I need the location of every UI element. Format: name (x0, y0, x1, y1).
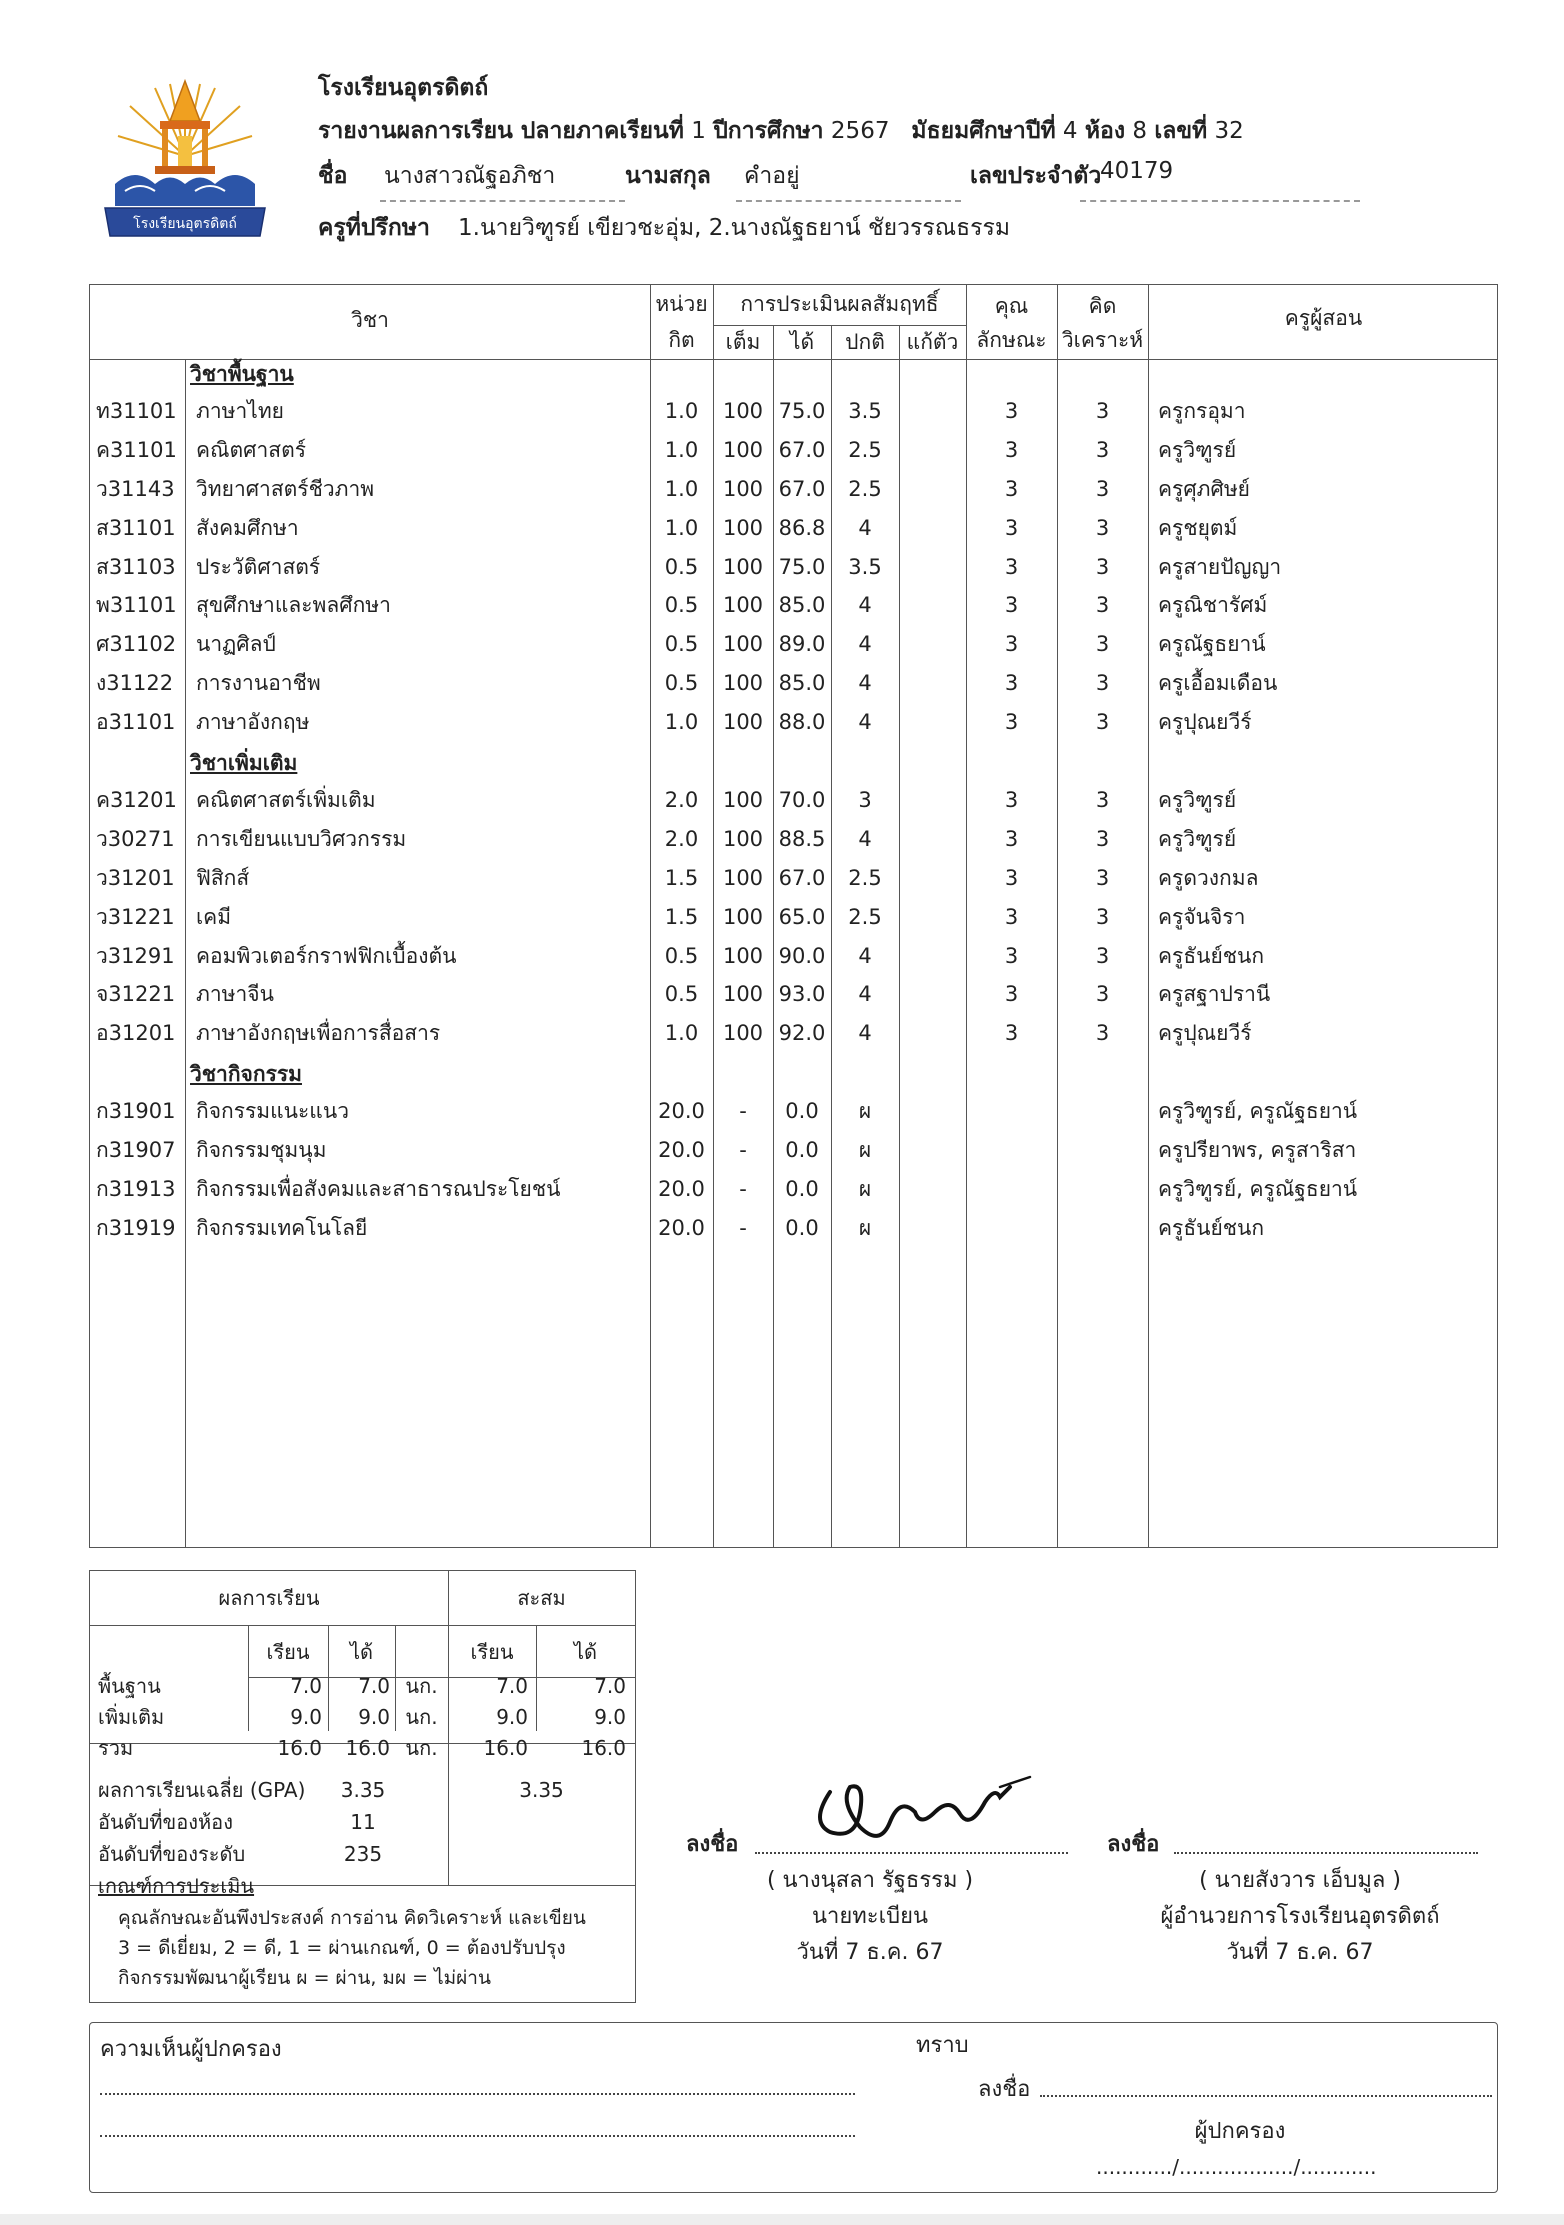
grades-table: วิชา หน่วย กิต การประเมินผลสัมฤทธิ์ เต็ม ได้ ปกติ แก้ตัว คุณ ลักษณะ คิด วิเคราะห์ ครูผู้สอน วิชาพื้นฐาน ท31101 ภาษาไทย 1.0 100 75.0 3.5 3 3 ครูกรอุมา ค31101 คณิตศาสตร์ 1.0 100 67.0 2.5 3 3 ครูวิฑูรย์ ว31143 วิทยาศาสตร์ชีวภาพ 1.0 100 67.0 2.5 3 3 ครูศุภศิษย์ ส31101 สังคมศึกษา 1.0 100 86.8 4 3 3 ครูชยุตม์ ส31103 ประวัติศาสตร์ 0.5 100 75.0 3.5 3 3 ครูสายปัญญา พ31101 สุขศึกษาและพลศึกษา 0.5 100 85.0 4 3 3 ครูณิชารัศม์ ศ31102 นาฏศิลป์ 0.5 100 89.0 4 3 3 ครูณัฐธยาน์ ง31122 การงานอาชีพ 0.5 100 85.0 4 3 3 ครูเอื้อมเดือน อ31101 ภาษาอังกฤษ 1.0 100 88.0 4 3 3 ครูปุณยวีร์ วิชาเพิ่มเติม ค31201 คณิตศาสตร์เพิ่มเติม 2.0 100 70.0 3 3 3 ครูวิฑูรย์ ว30271 การเขียนแบบวิศวกรรม 2.0 100 88.5 4 3 3 ครูวิฑูรย์ ว31201 ฟิสิกส์ 1.5 100 67.0 2.5 3 3 ครูดวงกมล ว31221 เคมี 1.5 100 65.0 2.5 3 3 ครูจันจิรา ว31291 คอมพิวเตอร์กราฟฟิกเบื้องต้น 0.5 100 90.0 4 3 3 ครูธันย์ชนก จ31221 ภาษาจีน 0.5 100 93.0 4 3 3 ครูสฐาปรานี อ31201 ภาษาอังกฤษเพื่อการสื่อสาร 1.0 100 92.0 4 3 3 ครูปุณยวีร์ วิชากิจกรรม ก31901 กิจกรรมแนะแนว 20.0 - 0.0 ผ ครูวิฑูรย์, ครูณัฐธยาน์ ก31907 กิจกรรมชุมนุม 20.0 - 0.0 ผ ครูปรียาพร, ครูสาริสา ก31913 กิจกรรมเพื่อสังคมและสาธารณประโยชน์ 20.0 - 0.0 ผ ครูวิฑูรย์, ครูณัฐธยาน์ ก31919 กิจกรรมเทคโนโลยี 20.0 - 0.0 ผ ครูธันย์ชนก (89, 284, 1498, 1548)
teacher-name: ครูเอื้อมเดือน (1158, 671, 1278, 696)
subject-code: ท31101 (96, 398, 177, 423)
analysis-score: 3 (1095, 826, 1110, 851)
rank-level-value: 235 (343, 1842, 383, 1866)
grade-value: 2.5 (848, 865, 882, 890)
subject-name: เคมี (196, 904, 232, 929)
grade-value: ผ (858, 1176, 872, 1201)
parent-comment-box (89, 2022, 1498, 2193)
wave-cloud-icon (115, 175, 255, 206)
score-value: 75.0 (778, 554, 826, 579)
header-teacher: ครูผู้สอน (1284, 306, 1363, 330)
character-score: 3 (1004, 593, 1019, 618)
header-analysis: คิด (1088, 294, 1117, 318)
criteria-title: เกณฑ์การประเมิน (98, 1874, 255, 1898)
subject-code: ก31907 (96, 1138, 176, 1162)
student-id: 40179 (1100, 158, 1174, 184)
teacher-name: ครูชยุตม์ (1158, 515, 1238, 540)
subject-name: คอมพิวเตอร์กราฟฟิกเบื้องต้น (196, 943, 457, 968)
full-score: - (739, 1176, 747, 1201)
table-row (90, 1098, 1499, 1137)
subject-code: อ31201 (96, 1021, 176, 1046)
full-score: 100 (722, 943, 764, 968)
grade-value: ผ (858, 1138, 872, 1162)
subject-code: จ31221 (96, 982, 176, 1007)
subject-name: ภาษาไทย (196, 398, 284, 423)
score-value: 86.8 (778, 515, 826, 540)
header-normal: ปกติ (845, 330, 885, 354)
score-value: 90.0 (778, 943, 826, 968)
credit-value: 20.0 (658, 1138, 705, 1162)
grade-value: 4 (858, 1021, 872, 1046)
full-score: - (739, 1215, 747, 1240)
room-value: 8 (1132, 118, 1148, 144)
section-title: วิชาเพิ่มเติม (190, 751, 298, 775)
subject-name: สังคมศึกษา (196, 515, 299, 540)
table-row (90, 1020, 1499, 1059)
grade-value: ผ (858, 1215, 872, 1240)
credits-studied: 9.0 (290, 1705, 322, 1729)
character-score: 3 (1004, 982, 1019, 1007)
full-score: 100 (722, 437, 764, 462)
credit-value: 0.5 (664, 554, 699, 579)
full-score: 100 (722, 476, 764, 501)
header-credit: หน่วย (655, 292, 708, 316)
full-score: 100 (722, 826, 764, 851)
character-score: 3 (1004, 1021, 1019, 1046)
registrar-date: วันที่ 7 ธ.ค. 67 (796, 1940, 944, 1965)
subject-code: ก31919 (96, 1215, 176, 1240)
table-row (90, 1215, 1499, 1254)
rank-room-label: อันดับที่ของห้อง (98, 1810, 233, 1834)
character-score: 3 (1004, 904, 1019, 929)
credit-value: 1.0 (664, 476, 699, 501)
subject-code: ว31201 (96, 865, 175, 890)
comment-line-1[interactable] (100, 2093, 855, 2095)
summary-box: ผลการเรียน สะสม เรียน ได้ เรียน ได้ พื้นฐาน 7.0 7.0 นก. 7.0 7.0 เพิ่มเติม 9.0 9.0 นก. 9.0 9.0 รวม 16.0 16.0 นก. 16.0 16.0 ผลการเรียนเฉลี่ย (GPA) 3.35 3.35 อันดับที่ของห้อง 11 อันดับที่ของระดับ 235 เกณฑ์การประเมิน คุณลักษณะอันพึงประสงค์ การอ่าน คิดวิเคราะห์ และเขียน 3 = ดีเยี่ยม, 2 = ดี, 1 = ผ่านเกณฑ์, 0 = ต้องปรับปรุง กิจกรรมพัฒนาผู้เรียน ผ = ผ่าน, มผ = ไม่ผ่าน (89, 1570, 636, 2003)
registrar-title: นายทะเบียน (811, 1904, 928, 1929)
grade-value: 4 (1062, 118, 1078, 144)
subject-code: ศ31102 (96, 632, 177, 657)
school-logo (100, 66, 270, 248)
director-title: ผู้อำนวยการโรงเรียนอุตรดิตถ์ (1160, 1904, 1440, 1929)
teacher-name: ครูวิฑูรย์ (1158, 787, 1237, 812)
teacher-name: ครูวิฑูรย์ (1158, 826, 1237, 851)
score-value: 70.0 (778, 787, 826, 812)
subject-code: ว31143 (96, 476, 175, 501)
character-score: 3 (1004, 787, 1019, 812)
cumulative-studied: 16.0 (483, 1736, 528, 1760)
cumulative-earned: 16.0 (581, 1736, 626, 1760)
score-value: 75.0 (778, 398, 826, 423)
analysis-score: 3 (1095, 787, 1110, 812)
grade-value: 2.5 (848, 476, 882, 501)
credit-value: 0.5 (664, 943, 699, 968)
summary-results-header: ผลการเรียน (218, 1586, 320, 1610)
semester-value: 1 (691, 118, 706, 144)
credit-value: 2.0 (664, 826, 699, 851)
subject-name: ภาษาจีน (196, 982, 274, 1007)
table-row (90, 943, 1499, 982)
grade-value: 4 (858, 515, 872, 540)
credit-value: 2.0 (664, 787, 699, 812)
credit-unit: นก. (405, 1674, 438, 1698)
teacher-name: ครูวิฑูรย์, ครูณัฐธยาน์ (1158, 1176, 1358, 1201)
credit-value: 0.5 (664, 982, 699, 1007)
header-assessment: การประเมินผลสัมฤทธิ์ (740, 292, 939, 316)
subject-code: ง31122 (96, 671, 174, 696)
subject-name: การเขียนแบบวิศวกรรม (196, 826, 407, 851)
student-name: นางสาวณัฐอภิชา (384, 163, 556, 189)
gpa-value: 3.35 (340, 1778, 386, 1802)
subject-name: กิจกรรมชุมนุม (196, 1138, 327, 1162)
score-value: 0.0 (785, 1176, 819, 1201)
credit-unit: นก. (405, 1736, 438, 1760)
analysis-score: 3 (1095, 865, 1110, 890)
summary-row (90, 1704, 635, 1734)
subject-code: พ31101 (96, 593, 177, 618)
credits-earned: 16.0 (345, 1736, 390, 1760)
cumulative-studied: 7.0 (496, 1674, 528, 1698)
header-character: คุณ (994, 294, 1029, 318)
room-label: ห้อง (1084, 118, 1126, 144)
score-value: 0.0 (785, 1215, 819, 1240)
table-row (90, 554, 1499, 593)
grade-value: 4 (858, 710, 872, 735)
teacher-name: ครูวิฑูรย์ (1158, 437, 1237, 462)
full-score: 100 (722, 398, 764, 423)
character-score: 3 (1004, 476, 1019, 501)
analysis-score: 3 (1095, 632, 1110, 657)
analysis-score: 3 (1095, 398, 1110, 423)
section-title: วิชากิจกรรม (190, 1062, 302, 1087)
parent-ack-label: ทราบ (916, 2033, 969, 2058)
table-row (90, 592, 1499, 631)
name-label: ชื่อ (318, 163, 348, 189)
subject-code: ค31101 (96, 437, 177, 462)
teacher-name: ครูธันย์ชนก (1158, 943, 1265, 968)
analysis-score: 3 (1095, 437, 1110, 462)
subject-name: นาฏศิลป์ (196, 632, 276, 657)
credits-earned: 9.0 (358, 1705, 390, 1729)
pavilion-icon (155, 81, 215, 174)
analysis-score: 3 (1095, 671, 1110, 696)
score-value: 67.0 (778, 865, 826, 890)
character-score: 3 (1004, 632, 1019, 657)
subject-code: ก31913 (96, 1176, 176, 1201)
header-got: ได้ (789, 330, 815, 354)
registrar-name: ( นางนุสลา รัฐธรรม ) (766, 1868, 974, 1893)
teacher-name: ครูวิฑูรย์, ครูณัฐธยาน์ (1158, 1099, 1358, 1124)
credit-value: 1.0 (664, 1021, 699, 1046)
subject-name: การงานอาชีพ (196, 671, 321, 696)
teacher-name: ครูจันจิรา (1158, 904, 1246, 929)
registrar-sign-label: ลงชื่อ (686, 1832, 739, 1857)
character-score: 3 (1004, 398, 1019, 423)
credits-studied: 7.0 (290, 1674, 322, 1698)
credit-unit: นก. (405, 1705, 438, 1729)
cumulative-earned: 9.0 (594, 1705, 626, 1729)
subject-code: ว30271 (96, 826, 175, 851)
criteria-line-1: คุณลักษณะอันพึงประสงค์ การอ่าน คิดวิเคราะห์ และเขียน (118, 1907, 586, 1929)
summary-row (90, 1735, 635, 1765)
subject-name: สุขศึกษาและพลศึกษา (196, 593, 391, 618)
teacher-name: ครูปุณยวีร์ (1158, 1021, 1252, 1046)
subject-name: ฟิสิกส์ (196, 865, 250, 890)
teacher-name: ครูสฐาปรานี (1158, 982, 1271, 1007)
score-value: 67.0 (778, 476, 826, 501)
cumulative-gpa-value: 3.35 (519, 1778, 564, 1802)
subject-code: ว31291 (96, 943, 175, 968)
full-score: 100 (722, 982, 764, 1007)
director-date: วันที่ 7 ธ.ค. 67 (1226, 1940, 1374, 1965)
score-value: 88.5 (778, 826, 826, 851)
score-value: 65.0 (778, 904, 826, 929)
table-row (90, 1137, 1499, 1176)
section-title: วิชาพื้นฐาน (190, 362, 294, 386)
score-value: 0.0 (785, 1138, 819, 1162)
full-score: 100 (722, 554, 764, 579)
logo-text: โรงเรียนอุตรดิตถ์ (133, 216, 237, 232)
subject-name: กิจกรรมเพื่อสังคมและสาธารณประโยชน์ (196, 1176, 561, 1201)
report-label: รายงานผลการเรียน ปลายภาคเรียนที่ (318, 118, 684, 144)
header-subject: วิชา (351, 308, 389, 332)
credit-value: 1.0 (664, 515, 699, 540)
analysis-score: 3 (1095, 1021, 1110, 1046)
report-title-line (318, 113, 1244, 149)
credit-value: 0.5 (664, 671, 699, 696)
rank-level-label: อันดับที่ของระดับ (98, 1842, 246, 1866)
parent-sign-line[interactable] (1040, 2095, 1492, 2097)
year-value: 2567 (830, 118, 890, 144)
full-score: - (739, 1099, 747, 1124)
subject-code: ส31103 (96, 554, 176, 579)
credit-value: 20.0 (658, 1176, 705, 1201)
grade-value: 3 (858, 787, 872, 812)
score-value: 0.0 (785, 1099, 819, 1124)
grade-value: 3.5 (848, 398, 882, 423)
summary-cumulative-header: สะสม (517, 1586, 566, 1610)
table-row (90, 398, 1499, 437)
parent-date-line[interactable]: ............/................../............ (1096, 2155, 1377, 2179)
school-name: โรงเรียนอุตรดิตถ์ (318, 75, 489, 101)
grade-value: 4 (858, 671, 872, 696)
summary-row (90, 1673, 635, 1703)
table-row (90, 865, 1499, 904)
credit-value: 0.5 (664, 593, 699, 618)
teacher-name: ครูณัฐธยาน์ (1158, 632, 1266, 657)
analysis-score: 3 (1095, 710, 1110, 735)
subject-code: ค31201 (96, 787, 177, 812)
criteria-line-2: 3 = ดีเยี่ยม, 2 = ดี, 1 = ผ่านเกณฑ์, 0 = ต้องปรับปรุง (118, 1937, 566, 1959)
advisor-label: ครูที่ปรึกษา (318, 215, 430, 241)
year-label: ปีการศึกษา (713, 118, 824, 144)
teacher-name: ครูปุณยวีร์ (1158, 710, 1252, 735)
character-score: 3 (1004, 671, 1019, 696)
subject-code: ว31221 (96, 904, 175, 929)
analysis-score: 3 (1095, 476, 1110, 501)
full-score: 100 (722, 904, 764, 929)
credits-studied: 16.0 (277, 1736, 322, 1760)
credit-value: 1.0 (664, 437, 699, 462)
analysis-score: 3 (1095, 982, 1110, 1007)
analysis-score: 3 (1095, 593, 1110, 618)
table-row (90, 631, 1499, 670)
teacher-name: ครูศุภศิษย์ (1158, 476, 1250, 501)
grade-value: 4 (858, 632, 872, 657)
credit-value: 1.5 (664, 904, 699, 929)
number-value: 32 (1214, 118, 1244, 144)
subject-name: คณิตศาสตร์เพิ่มเติม (196, 787, 376, 812)
score-value: 93.0 (778, 982, 826, 1007)
subject-name: คณิตศาสตร์ (196, 437, 307, 462)
table-row (90, 476, 1499, 515)
full-score: - (739, 1138, 747, 1162)
grade-value: 4 (858, 943, 872, 968)
table-row (90, 670, 1499, 709)
character-score: 3 (1004, 826, 1019, 851)
score-value: 89.0 (778, 632, 826, 657)
subject-name: กิจกรรมเทคโนโลยี (196, 1215, 368, 1240)
subject-name: ภาษาอังกฤษ (196, 710, 310, 735)
credit-value: 1.0 (664, 398, 699, 423)
credit-type-label: พื้นฐาน (98, 1674, 161, 1698)
analysis-score: 3 (1095, 554, 1110, 579)
subject-name: ภาษาอังกฤษเพื่อการสื่อสาร (196, 1021, 441, 1046)
full-score: 100 (722, 865, 764, 890)
grade-value: 4 (858, 593, 872, 618)
registrar-signature-image (800, 1752, 1040, 1852)
grade-value: 2.5 (848, 904, 882, 929)
grade-value: 4 (858, 826, 872, 851)
analysis-score: 3 (1095, 515, 1110, 540)
teacher-name: ครูสายปัญญา (1158, 554, 1282, 579)
full-score: 100 (722, 710, 764, 735)
character-score: 3 (1004, 554, 1019, 579)
subject-code: ก31901 (96, 1099, 176, 1124)
score-value: 88.0 (778, 710, 826, 735)
student-surname: คำอยู่ (744, 163, 800, 189)
director-name: ( นายสังวาร เอ็บมูล ) (1199, 1868, 1401, 1893)
id-label: เลขประจำตัว (970, 163, 1102, 189)
logo-ribbon (105, 208, 265, 236)
cumulative-earned: 7.0 (594, 1674, 626, 1698)
parent-title: ผู้ปกครอง (1194, 2119, 1286, 2144)
subject-name: ประวัติศาสตร์ (196, 554, 321, 579)
subject-name: วิทยาศาสตร์ชีวภาพ (196, 476, 375, 501)
grade-value: 2.5 (848, 437, 882, 462)
gpa-label: ผลการเรียนเฉลี่ย (GPA) (98, 1778, 306, 1802)
credit-value: 1.0 (664, 710, 699, 735)
grade-value: 4 (858, 982, 872, 1007)
teacher-name: ครูกรอุมา (1158, 398, 1246, 423)
advisor-names: 1.นายวิฑูรย์ เขียวชะอุ่ม, 2.นางณัฐธยาน์ ชัยวรรณธรรม (458, 215, 1010, 241)
character-score: 3 (1004, 865, 1019, 890)
header-fix: แก้ตัว (906, 330, 959, 354)
credit-type-label: เพิ่มเติม (98, 1705, 165, 1729)
character-score: 3 (1004, 437, 1019, 462)
score-value: 85.0 (778, 671, 826, 696)
parent-comment-label: ความเห็นผู้ปกครอง (100, 2037, 282, 2062)
grade-value: ผ (858, 1099, 872, 1124)
table-row (90, 437, 1499, 476)
character-score: 3 (1004, 515, 1019, 540)
analysis-score: 3 (1095, 904, 1110, 929)
credit-value: 1.5 (664, 865, 699, 890)
full-score: 100 (722, 632, 764, 657)
parent-sign-label: ลงชื่อ (978, 2077, 1031, 2102)
analysis-score: 3 (1095, 943, 1110, 968)
score-value: 85.0 (778, 593, 826, 618)
table-row (90, 515, 1499, 554)
full-score: 100 (722, 787, 764, 812)
grade-value: 3.5 (848, 554, 882, 579)
teacher-name: ครูดวงกมล (1158, 865, 1259, 890)
table-row (90, 826, 1499, 865)
score-value: 92.0 (778, 1021, 826, 1046)
surname-label: นามสกุล (625, 163, 711, 189)
table-row (90, 709, 1499, 748)
table-row (90, 1176, 1499, 1215)
credit-value: 0.5 (664, 632, 699, 657)
criteria-line-3: กิจกรรมพัฒนาผู้เรียน ผ = ผ่าน, มผ = ไม่ผ่าน (118, 1967, 491, 1989)
cumulative-studied: 9.0 (496, 1705, 528, 1729)
subject-name: กิจกรรมแนะแนว (196, 1099, 349, 1124)
director-sign-label: ลงชื่อ (1107, 1832, 1160, 1857)
credit-type-label: รวม (98, 1736, 134, 1760)
teacher-name: ครูณิชารัศม์ (1158, 593, 1268, 618)
full-score: 100 (722, 593, 764, 618)
subject-code: ส31101 (96, 515, 176, 540)
table-row (90, 787, 1499, 826)
full-score: 100 (722, 671, 764, 696)
character-score: 3 (1004, 943, 1019, 968)
subject-code: อ31101 (96, 710, 176, 735)
table-row (90, 904, 1499, 943)
teacher-name: ครูปรียาพร, ครูสาริสา (1158, 1138, 1357, 1162)
grade-label: มัธยมศึกษาปีที่ (911, 118, 1056, 144)
comment-line-2[interactable] (100, 2135, 855, 2137)
teacher-name: ครูธันย์ชนก (1158, 1215, 1265, 1240)
credits-earned: 7.0 (358, 1674, 390, 1698)
header-full: เต็ม (725, 330, 761, 354)
score-value: 67.0 (778, 437, 826, 462)
full-score: 100 (722, 515, 764, 540)
rank-room-value: 11 (350, 1810, 376, 1834)
credit-value: 20.0 (658, 1215, 705, 1240)
credit-value: 20.0 (658, 1099, 705, 1124)
table-row (90, 981, 1499, 1020)
character-score: 3 (1004, 710, 1019, 735)
full-score: 100 (722, 1021, 764, 1046)
number-label: เลขที่ (1154, 118, 1208, 144)
